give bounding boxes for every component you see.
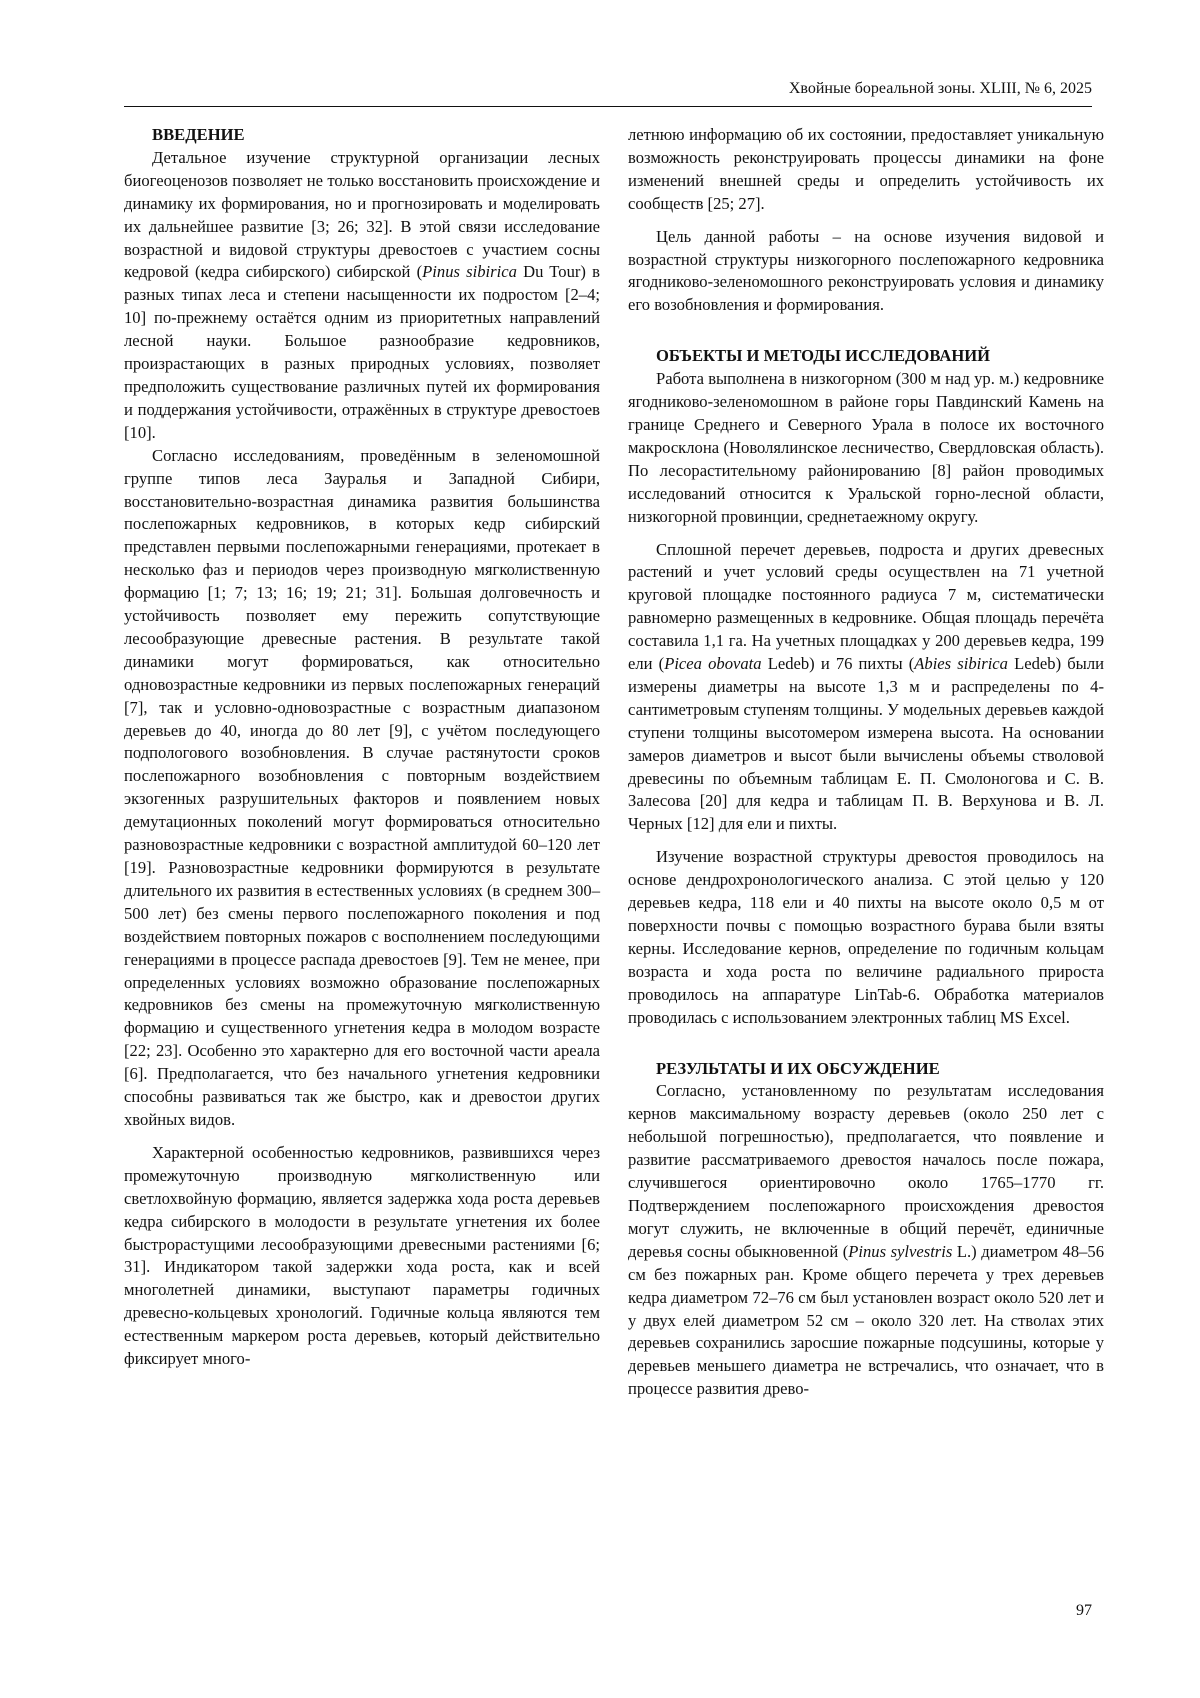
paragraph: Детальное изучение структурной организации лесных биогеоценозов позволяет не только восстановить происхождение и динамику их формирования, но и прогнозировать и моделировать их дальнейшее развитие [3; 26; 32]. В этой связи исследование возрастной и видовой структуры древостоев с участием сосны кедровой (кедра сибирского) сибирской (Pinus sibirica Du Tour) в разных типах леса и степени насыщенности их подростом [2–4; 10] по-прежнему остаётся одним из приоритетных направлений лесной науки. Большое разнообразие кедровников, произрастающих в разных природных условиях, позволяет предположить существование различных путей их формирования и поддержания устойчивости, отражённых в структуре древостоев [10]. — [124, 147, 600, 442]
section-title-results: РЕЗУЛЬТАТЫ И ИХ ОБСУЖДЕНИЕ — [656, 1058, 940, 1078]
section-title-introduction: ВВЕДЕНИЕ — [152, 125, 245, 144]
running-head: Хвойные бореальной зоны. XLIII, № 6, 2025 — [788, 80, 1092, 97]
section-title-methods: ОБЪЕКТЫ И МЕТОДЫ ИССЛЕДОВАНИЙ — [656, 346, 991, 366]
paragraph-gap — [628, 216, 1104, 226]
paragraph: Изучение возрастной структуры древостоя проводилось на основе дендрохронологического анализа. С этой целью у 120 деревьев кедра, 118 ели и 40 пихты на высоте около 0,5 м от поверхности почвы с помощью возрастного бурава были взяты керны. Исследование кернов, определение по годичным кольцам возраста и хода роста по величине радиального прироста проводилось на аппаратуре LinTab-6. Обработка материалов проводилась с использованием электронных таблиц MS Excel. — [628, 847, 1104, 1027]
page-number: 97 — [1076, 1602, 1092, 1619]
paragraph-gap — [628, 836, 1104, 846]
section-gap — [628, 317, 1104, 345]
left-column — [124, 124, 600, 1371]
paragraph-continued: летнюю информацию об их состоянии, предоставляет уникальную возможность реконструировать процессы динамики на фоне изменений внешней среды и определить устойчивость их сообществ [25; 27]. — [628, 125, 1104, 213]
paragraph: Согласно исследованиям, проведённым в зеленомошной группе типов леса Зауралья и Западной Сибири, восстановительно-возрастная динамика развития большинства послепожарных кедровников, в которых кедр сибирский представлен первыми послепожарными генерациями, протекает в несколько фаз и периодов через производную мягколиственную формацию [1; 7; 13; 16; 19; 21; 31]. Большая долговечность и устойчивость позволяет ему пережить сопутствующие лесообразующие древесные растения. В результате такой динамики могут формироваться, как относительно одновозрастные кедровники из первых послепожарных генераций [7], так и условно-одновозрастные с возрастным диапазоном деревьев до 40, иногда до 80 лет [9], с учётом последующего подпологового возобновления. В случае растянутости сроков послепожарного возобновления с повторным воздействием экзогенных разрушительных факторов и появлением новых демутационных поколений могут формироваться относительно разновозрастные кедровники с возрастной амплитудой 60–120 лет [19]. Разновозрастные кедровники формируются в результате длительного их развития в естественных условиях (в среднем 300–500 лет) без смены первого послепожарного поколения и под воздействием повторных пожаров с восполнением последующими генерациями в процессе распада древостоев [9]. Тем не менее, при определенных условиях возможно образование послепожарных кедровников без смены на промежуточную мягколиственную формацию и существенного угнетения кедра в молодом возрасте [22; 23]. Особенно это характерно для его восточной части ареала [6]. Предполагается, что без начального угнетения кедровники способны развиваться так же быстро, как и древостои других хвойных видов. — [124, 445, 600, 1129]
paragraph-gap — [124, 1132, 600, 1142]
section-gap — [628, 1030, 1104, 1058]
paragraph: Работа выполнена в низкогорном (300 м над ур. м.) кедровнике ягодниково-зеленомошном в районе горы Павдинский Камень на границе Среднего и Северного Урала в полосе их восточного макросклона (Новолялинское лесничество, Свердловская область). По лесорастительному районированию [8] район проводимых исследований относится к Уральской горно-лесной области, низкогорной провинции, среднетаежному округу. — [628, 369, 1104, 526]
paragraph: Цель данной работы – на основе изучения видовой и возрастной структуры низкогорного послепожарного кедровника ягодниково-зеленомошного реконструировать условия и динамику его возобновления и формирования. — [628, 226, 1104, 315]
paragraph-gap — [628, 529, 1104, 539]
paragraph: Сплошной перечет деревьев, подроста и других древесных растений и учет условий среды осуществлен на 71 учетной круговой площадке постоянного радиуса 7 м, систематически равномерно размещенных в кедровнике. Общая площадь перечёта составила 1,1 га. На учетных площадках у 200 деревьев кедра, 199 ели (Picea obovata Ledeb) и 76 пихты (Abies sibirica Ledeb) были измерены диаметры на высоте 1,3 м и распределены по 4-сантиметровым ступеням толщины. У модельных деревьев каждой ступени толщины высотомером измерена высота. На основании замеров диаметров и высот были вычислены объемы стволовой древесины по объемным таблицам Е. П. Смолоногова и С. В. Залесова [20] для кедра и таблицам П. В. Верхунова и В. Л. Черных [12] для ели и пихты. — [628, 539, 1104, 834]
paragraph: Характерной особенностью кедровников, развившихся через промежуточную производную мягколиственную или светлохвойную формацию, является задержка хода роста деревьев кедра сибирского в молодости в результате угнетения их более быстрорастущими лесообразующими древесными растениями [6; 31]. Индикатором такой задержки хода роста, как и всей многолетней динамики, выступают параметры годичных древесно-кольцевых хронологий. Годичные кольца являются тем естественным маркером роста деревьев, который действительно фиксирует много- — [124, 1142, 600, 1369]
paragraph: Согласно, установленному по результатам исследования кернов максимальному возрасту деревьев (около 250 лет с небольшой погрешностью), предполагается, что появление и развитие рассматриваемого древостоя началось после пожара, случившегося ориентировочно около 1765–1770 гг. Подтверждением послепожарного происхождения древостоя могут служить, не включенные в общий перечёт, единичные деревья сосны обыкновенной (Pinus sylvestris L.) диаметром 48–56 см без пожарных ран. Кроме общего перечета у трех деревьев кедра диаметром 72–76 см был установлен возраст около 520 лет и у двух елей диаметром 52 см – около 320 лет. На стволах этих деревьев сохранились заросшие пожарные подсушины, которые у деревьев меньшего диаметра не встречались, что означает, что в процессе развития древо- — [628, 1081, 1105, 1399]
header-rule — [124, 106, 1092, 107]
right-column — [628, 124, 1104, 1401]
